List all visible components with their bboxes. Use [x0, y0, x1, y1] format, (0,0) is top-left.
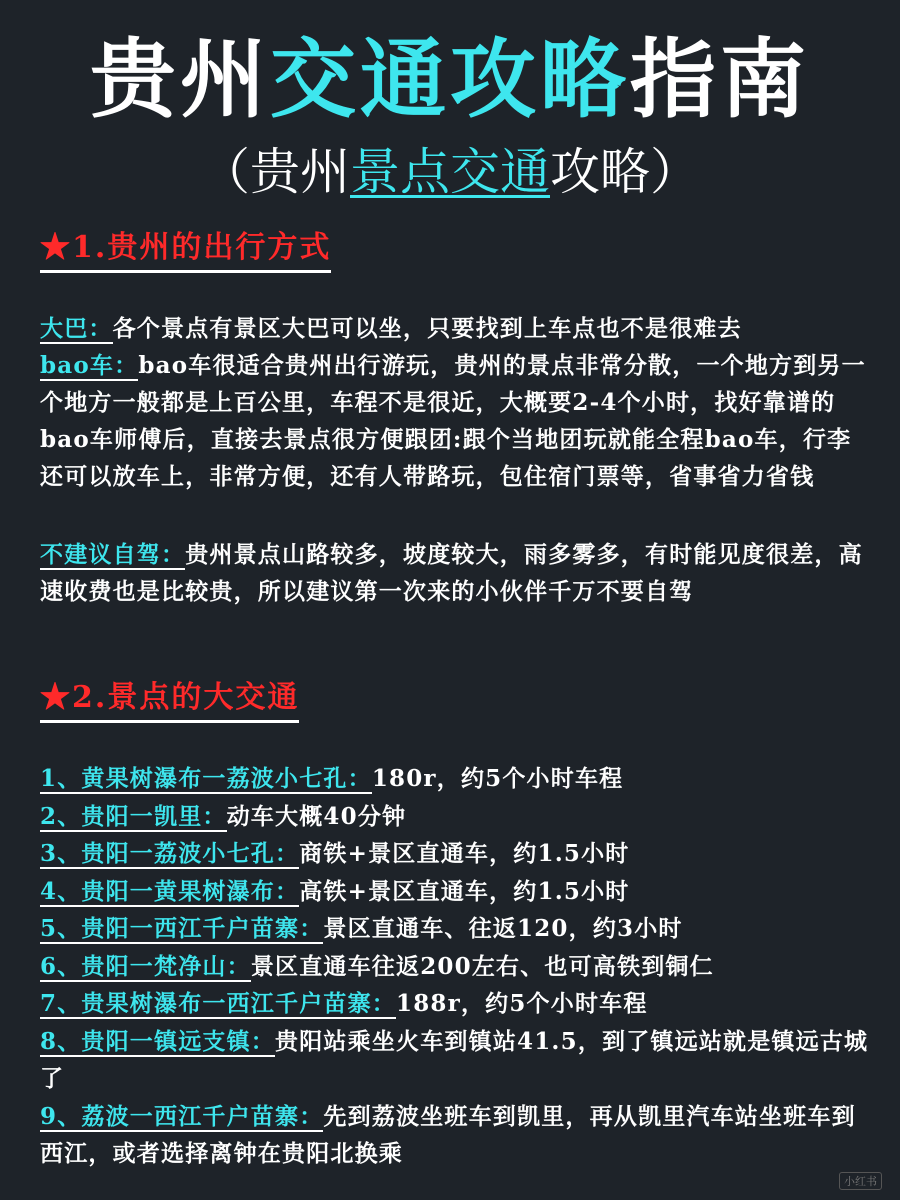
route-label: 5、贵阳一西江千户苗寨：: [40, 915, 324, 942]
list-item: [40, 1023, 870, 1098]
page-subtitle: [0, 142, 900, 202]
route-text: 景区直通车、往返120，约3小时: [323, 915, 683, 942]
title-highlight: 交通攻略: [270, 30, 630, 130]
list-item: [40, 948, 870, 986]
route-text: 贵阳站乘坐火车到镇站41.5，到了镇远站就是镇远古城了: [40, 1027, 869, 1092]
route-label: 7、贵果树瀑布一西江千户苗寨：: [40, 990, 397, 1017]
list-item: [40, 1098, 870, 1173]
list-item: [40, 760, 870, 798]
section2-heading-text: 2.景点的大交通: [72, 680, 300, 715]
route-text: 188r，约5个小时车程: [396, 990, 648, 1017]
item-label: 大巴：: [40, 315, 113, 342]
item-label: 不建议自驾：: [40, 541, 186, 568]
section1-item-charter: [40, 347, 870, 495]
watermark: 小红书: [839, 1172, 882, 1190]
list-item: [40, 798, 870, 836]
subtitle-highlight: 景点交通: [350, 143, 550, 201]
item-text: bao车很适合贵州出行游玩，贵州的景点非常分散，一个地方到另一个地方一般都是上百公里，车程不是很近，大概要2-4个小时，找好靠谱的bao车师傅后，直接去景点很方便跟团:跟个当地团玩就能全程bao车，行李还可以放车上，非常方便，还有人带路玩，包住宿门票等，省事省力省钱: [40, 352, 866, 490]
route-list: [40, 760, 870, 1173]
item-text: 贵州景点山路较多，坡度较大，雨多雾多，有时能见度很差，高速收费也是比较贵，所以建议第一次来的小伙伴千万不要自驾: [40, 541, 863, 605]
route-label: 1、黄果树瀑布一荔波小七孔：: [40, 765, 372, 792]
route-text: 商铁+景区直通车，约1.5小时: [299, 840, 630, 867]
route-label: 9、荔波一西江千户苗寨：: [40, 1102, 324, 1130]
route-label: 2、贵阳一凯里：: [40, 802, 227, 830]
section1-item-bus: [40, 310, 870, 347]
route-label: 3、贵阳一荔波小七孔：: [40, 840, 300, 867]
route-text: 高铁+景区直通车，约1.5小时: [299, 877, 630, 905]
section2-heading: [40, 678, 299, 723]
route-text: 先到荔波坐班车到凯里，再从凯里汽车站坐班车到西江，或者选择离钟在贵阳北换乘: [40, 1102, 856, 1167]
item-label: bao车：: [40, 352, 139, 379]
title-part2: 指南: [630, 30, 810, 130]
section1-heading: [40, 228, 331, 273]
star-icon: ★: [40, 680, 72, 715]
list-item: [40, 835, 870, 873]
route-text: 动车大概40分钟: [226, 802, 407, 830]
route-label: 8、贵阳一镇远支镇：: [40, 1027, 276, 1055]
subtitle-open: （贵州: [200, 143, 350, 201]
section1-heading-text: 1.贵州的出行方式: [72, 230, 332, 265]
route-label: 6、贵阳一梵净山：: [40, 952, 251, 980]
list-item: [40, 910, 870, 948]
section1-item-selfdrive: [40, 536, 870, 610]
page-title: [0, 28, 900, 132]
star-icon: ★: [40, 230, 72, 265]
route-text: 180r，约5个小时车程: [371, 765, 624, 792]
list-item: [40, 873, 870, 911]
item-text: 各个景点有景区大巴可以坐，只要找到上车点也不是很难去: [112, 315, 742, 342]
title-part1: 贵州: [90, 30, 270, 130]
subtitle-close: 攻略）: [550, 143, 700, 201]
list-item: [40, 985, 870, 1023]
route-text: 景区直通车往返200左右、也可高铁到铜仁: [250, 952, 714, 980]
route-label: 4、贵阳一黄果树瀑布：: [40, 877, 300, 905]
